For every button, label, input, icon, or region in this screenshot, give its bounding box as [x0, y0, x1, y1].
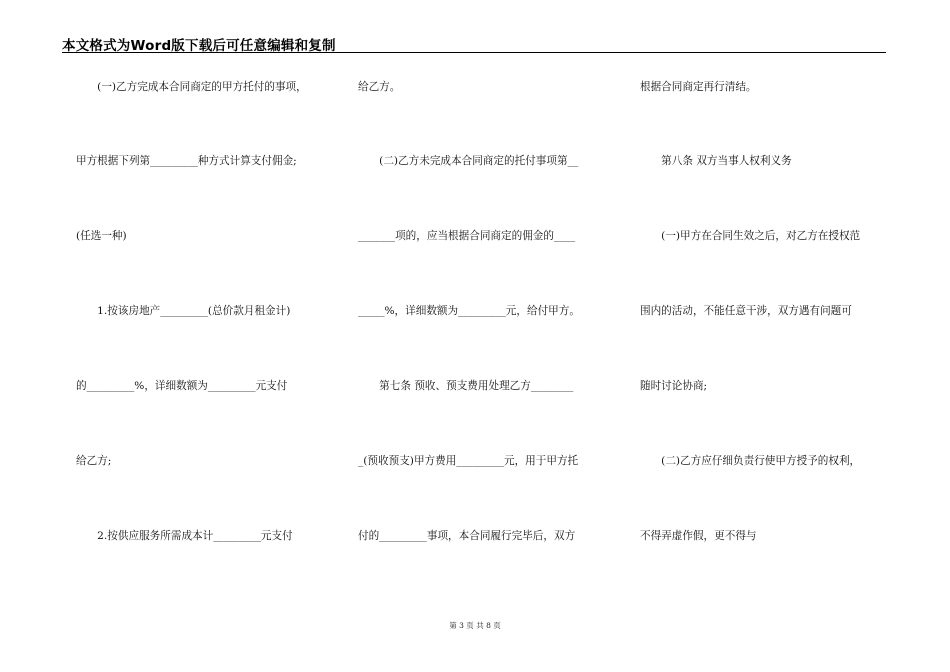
text-line: 付的_________事项，本合同履行完毕后，双方	[358, 530, 576, 542]
text-line: _(预收预支)甲方费用_________元，用于甲方托	[358, 455, 579, 467]
text-line: (任选一种)	[76, 230, 127, 242]
text-line: 1.按该房地产_________(总价款月租金计)	[76, 305, 291, 317]
text-line: 2.按供应服务所需成本计_________元支付	[76, 530, 293, 542]
text-line: 给乙方。	[358, 81, 401, 93]
text-line: 随时讨论协商;	[640, 380, 708, 392]
text-line: 第七条 预收、预支费用处理乙方________	[358, 380, 574, 392]
text-line: 给乙方;	[76, 455, 112, 467]
header-divider	[62, 52, 886, 53]
text-line: 的_________%，详细数额为_________元支付	[76, 380, 288, 392]
text-line: 甲方根据下列第_________种方式计算支付佣金;	[76, 155, 297, 167]
text-line: (二)乙方应仔细负责行使甲方授予的权利，	[640, 455, 861, 467]
text-line: _______项的，应当根据合同商定的佣金的____	[358, 230, 576, 242]
text-line: 不得弄虚作假，更不得与	[640, 530, 757, 542]
text-line: (一)乙方完成本合同商定的甲方托付的事项，	[76, 81, 307, 93]
text-line: (二)乙方未完成本合同商定的托付事项第__	[358, 155, 579, 167]
text-line: 根据合同商定再行清结。	[640, 81, 757, 93]
text-line: _____%，详细数额为_________元，给付甲方。	[358, 305, 580, 317]
text-line: 围内的活动，不能任意干涉，双方遇有问题可	[640, 305, 852, 317]
page-header-title: 本文格式为Word版下载后可任意编辑和复制	[62, 38, 336, 54]
text-line: (一)甲方在合同生效之后，对乙方在授权范	[640, 230, 861, 242]
text-line: 第八条 双方当事人权利义务	[640, 155, 792, 167]
page-number: 第 3 页 共 8 页	[449, 621, 501, 630]
